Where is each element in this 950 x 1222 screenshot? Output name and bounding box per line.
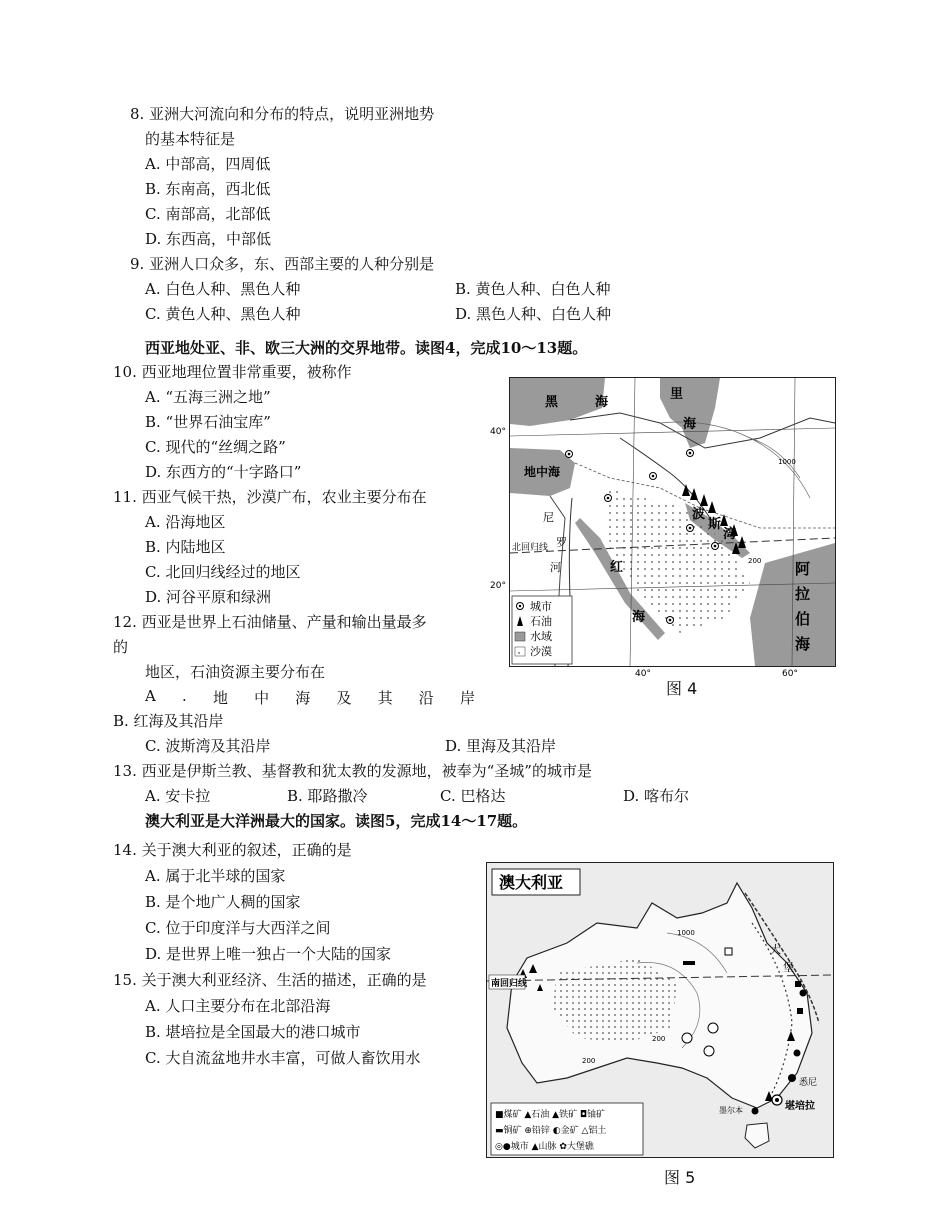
- legend-row: ■煤矿 ▲石油 ▲铁矿 ◘铀矿: [495, 1110, 606, 1120]
- label-arabian-sea: 海: [795, 635, 811, 653]
- label-contour-200: 200: [748, 557, 762, 565]
- fig4-legend: [512, 596, 572, 664]
- figure-4-caption: 图 4: [666, 679, 698, 698]
- label-nile: 罗: [556, 536, 567, 549]
- q12-option-d: D. 里海及其沿岸: [445, 737, 557, 755]
- label-black-sea: 海: [595, 395, 609, 410]
- label-contour-200: 200: [582, 1057, 596, 1065]
- q13-option-c: C. 巴格达: [440, 787, 506, 805]
- q12-stem-line2: 的: [113, 638, 129, 656]
- q9-option-d: D. 黑色人种、白色人种: [455, 305, 612, 323]
- q12-a-char: 海: [295, 689, 311, 707]
- q9-option-b: B. 黄色人种、白色人种: [455, 280, 611, 298]
- map-title: 澳大利亚: [499, 873, 564, 892]
- label-lon-40: 40°: [635, 669, 651, 679]
- label-persian-gulf: 湾: [723, 527, 737, 542]
- label-lat-40: 40°: [490, 427, 506, 437]
- label-canberra: 堪培拉: [785, 1101, 815, 1112]
- figure-5-australia-map: [486, 862, 834, 1158]
- q11-option-a: A. 沿海地区: [145, 513, 226, 531]
- label-lat-20: 20°: [490, 581, 506, 591]
- q10-option-a: A. “五海三洲之地”: [145, 388, 271, 406]
- q12-a-char: .: [182, 687, 187, 705]
- q12-a-char: 岸: [459, 689, 475, 707]
- q8-option-a: A. 中部高，四周低: [145, 155, 271, 173]
- q12-a-char: 地: [212, 689, 228, 707]
- label-contour-1000: 1000: [778, 458, 796, 466]
- city-sydney: [788, 1074, 796, 1082]
- q9-option-c: C. 黄色人种、黑色人种: [145, 305, 301, 323]
- q13-option-d: D. 喀布尔: [623, 787, 690, 805]
- q9-option-a: A. 白色人种、黑色人种: [145, 280, 301, 298]
- label-caspian: 里: [670, 387, 684, 402]
- q14-option-d: D. 是世界上唯一独占一个大陆的国家: [145, 945, 392, 963]
- q13-option-a: A. 安卡拉: [145, 787, 211, 805]
- fig5-legend: [491, 1103, 643, 1155]
- legend-city: 城市: [530, 600, 552, 613]
- caspian-sea-water: [660, 378, 720, 448]
- label-tropic-of-cancer: 北回归线: [512, 543, 549, 553]
- label-caspian: 海: [683, 417, 697, 432]
- legend-desert: 沙漠: [530, 645, 552, 658]
- q13-option-b: B. 耶路撒冷: [287, 787, 368, 805]
- q8-stem-line1: 8. 亚洲大河流向和分布的特点，说明亚洲地势: [130, 105, 435, 123]
- q10-option-c: C. 现代的“丝绸之路”: [145, 438, 286, 456]
- q12-a-char: 及: [336, 689, 352, 707]
- figure-4-west-asia-map: [490, 377, 836, 679]
- q11-stem: 11. 西亚气候干热，沙漠广布，农业主要分布在: [113, 488, 427, 506]
- q13-stem: 13. 西亚是伊斯兰教、基督教和犹太教的发源地，被奉为“圣城”的城市是: [113, 762, 592, 780]
- q8-option-b: B. 东南高，西北低: [145, 180, 271, 198]
- label-tropic-of-capricorn: 南回归线: [491, 979, 528, 989]
- section-intro-fig5: 澳大利亚是大洋洲最大的国家。读图5，完成14～17题。: [145, 812, 528, 830]
- q14-option-b: B. 是个地广人稠的国家: [145, 893, 301, 911]
- q8-stem-line2: 的基本特征是: [145, 130, 236, 148]
- q10-option-b: B. “世界石油宝库”: [145, 413, 271, 431]
- west-asia-map-svg: [490, 378, 835, 679]
- q11-option-b: B. 内陆地区: [145, 538, 226, 556]
- arabian-desert: [605, 488, 750, 633]
- label-arabian-sea: 伯: [795, 610, 811, 628]
- q14-option-a: A. 属于北半球的国家: [145, 867, 286, 885]
- label-persian-gulf: 波: [692, 507, 706, 522]
- q12-option-a: [145, 687, 475, 708]
- label-arabian-sea: 拉: [795, 585, 811, 603]
- q9-stem: 9. 亚洲人口众多，东、西部主要的人种分别是: [130, 255, 435, 273]
- label-arabian-sea: 阿: [795, 560, 811, 578]
- q12-option-c: C. 波斯湾及其沿岸: [145, 737, 271, 755]
- q10-stem: 10. 西亚地理位置非常重要，被称作: [113, 363, 352, 381]
- q12-option-b: B. 红海及其沿岸: [113, 712, 224, 730]
- legend-oil: 石油: [530, 615, 552, 628]
- legend-row: ◎●城市 ▲山脉 ✿大堡礁: [495, 1142, 594, 1152]
- label-persian-gulf: 斯: [708, 517, 722, 532]
- city-melbourne: [752, 1108, 759, 1115]
- q12-a-char: A: [145, 687, 156, 705]
- q15-option-a: A. 人口主要分布在北部沿海: [145, 997, 331, 1015]
- label-reef: 大: [770, 943, 781, 956]
- q12-a-char: 其: [377, 689, 393, 707]
- label-nile: 尼: [543, 511, 554, 524]
- label-red-sea: 海: [632, 610, 646, 625]
- q8-option-c: C. 南部高，北部低: [145, 205, 271, 223]
- section-intro-fig4: 西亚地处亚、非、欧三大洲的交界地带。读图4，完成10～13题。: [145, 339, 588, 357]
- q15-option-b: B. 堪培拉是全国最大的港口城市: [145, 1023, 361, 1041]
- q11-option-c: C. 北回归线经过的地区: [145, 563, 301, 581]
- label-sydney: 悉尼: [799, 1078, 818, 1088]
- label-red-sea: 红: [610, 560, 624, 575]
- q10-option-d: D. 东西方的“十字路口”: [145, 463, 302, 481]
- label-nile: 河: [550, 561, 561, 574]
- q12-a-char: 沿: [418, 689, 434, 707]
- label-reef: 堡: [783, 961, 794, 974]
- q12-stem-line3: 地区，石油资源主要分布在: [145, 663, 326, 681]
- q12-stem-line1: 12. 西亚是世界上石油储量、产量和输出量最多: [113, 613, 427, 631]
- q11-option-d: D. 河谷平原和绿洲: [145, 588, 272, 606]
- label-lon-60: 60°: [782, 669, 798, 679]
- figure-5-caption: 图 5: [664, 1168, 696, 1187]
- label-black-sea: 黑: [545, 395, 559, 410]
- q12-a-char: 中: [254, 689, 270, 707]
- q14-stem: 14. 关于澳大利亚的叙述，正确的是: [113, 841, 352, 859]
- legend-row: ▬铜矿 ⊕铅锌 ◐金矿 △铝土: [495, 1126, 607, 1136]
- australia-map-svg: [487, 863, 833, 1157]
- legend-water: 水域: [530, 630, 552, 643]
- q8-option-d: D. 东西高，中部低: [145, 230, 272, 248]
- q15-stem: 15. 关于澳大利亚经济、生活的描述，正确的是: [113, 971, 427, 989]
- label-mediterranean: 地中海: [524, 465, 561, 479]
- q15-option-c: C. 大自流盆地井水丰富，可做人畜饮用水: [145, 1049, 421, 1067]
- label-contour-1000: 1000: [677, 929, 695, 937]
- label-contour-200: 200: [652, 1035, 666, 1043]
- q14-option-c: C. 位于印度洋与大西洋之间: [145, 919, 331, 937]
- label-melbourne: 墨尔本: [719, 1106, 743, 1115]
